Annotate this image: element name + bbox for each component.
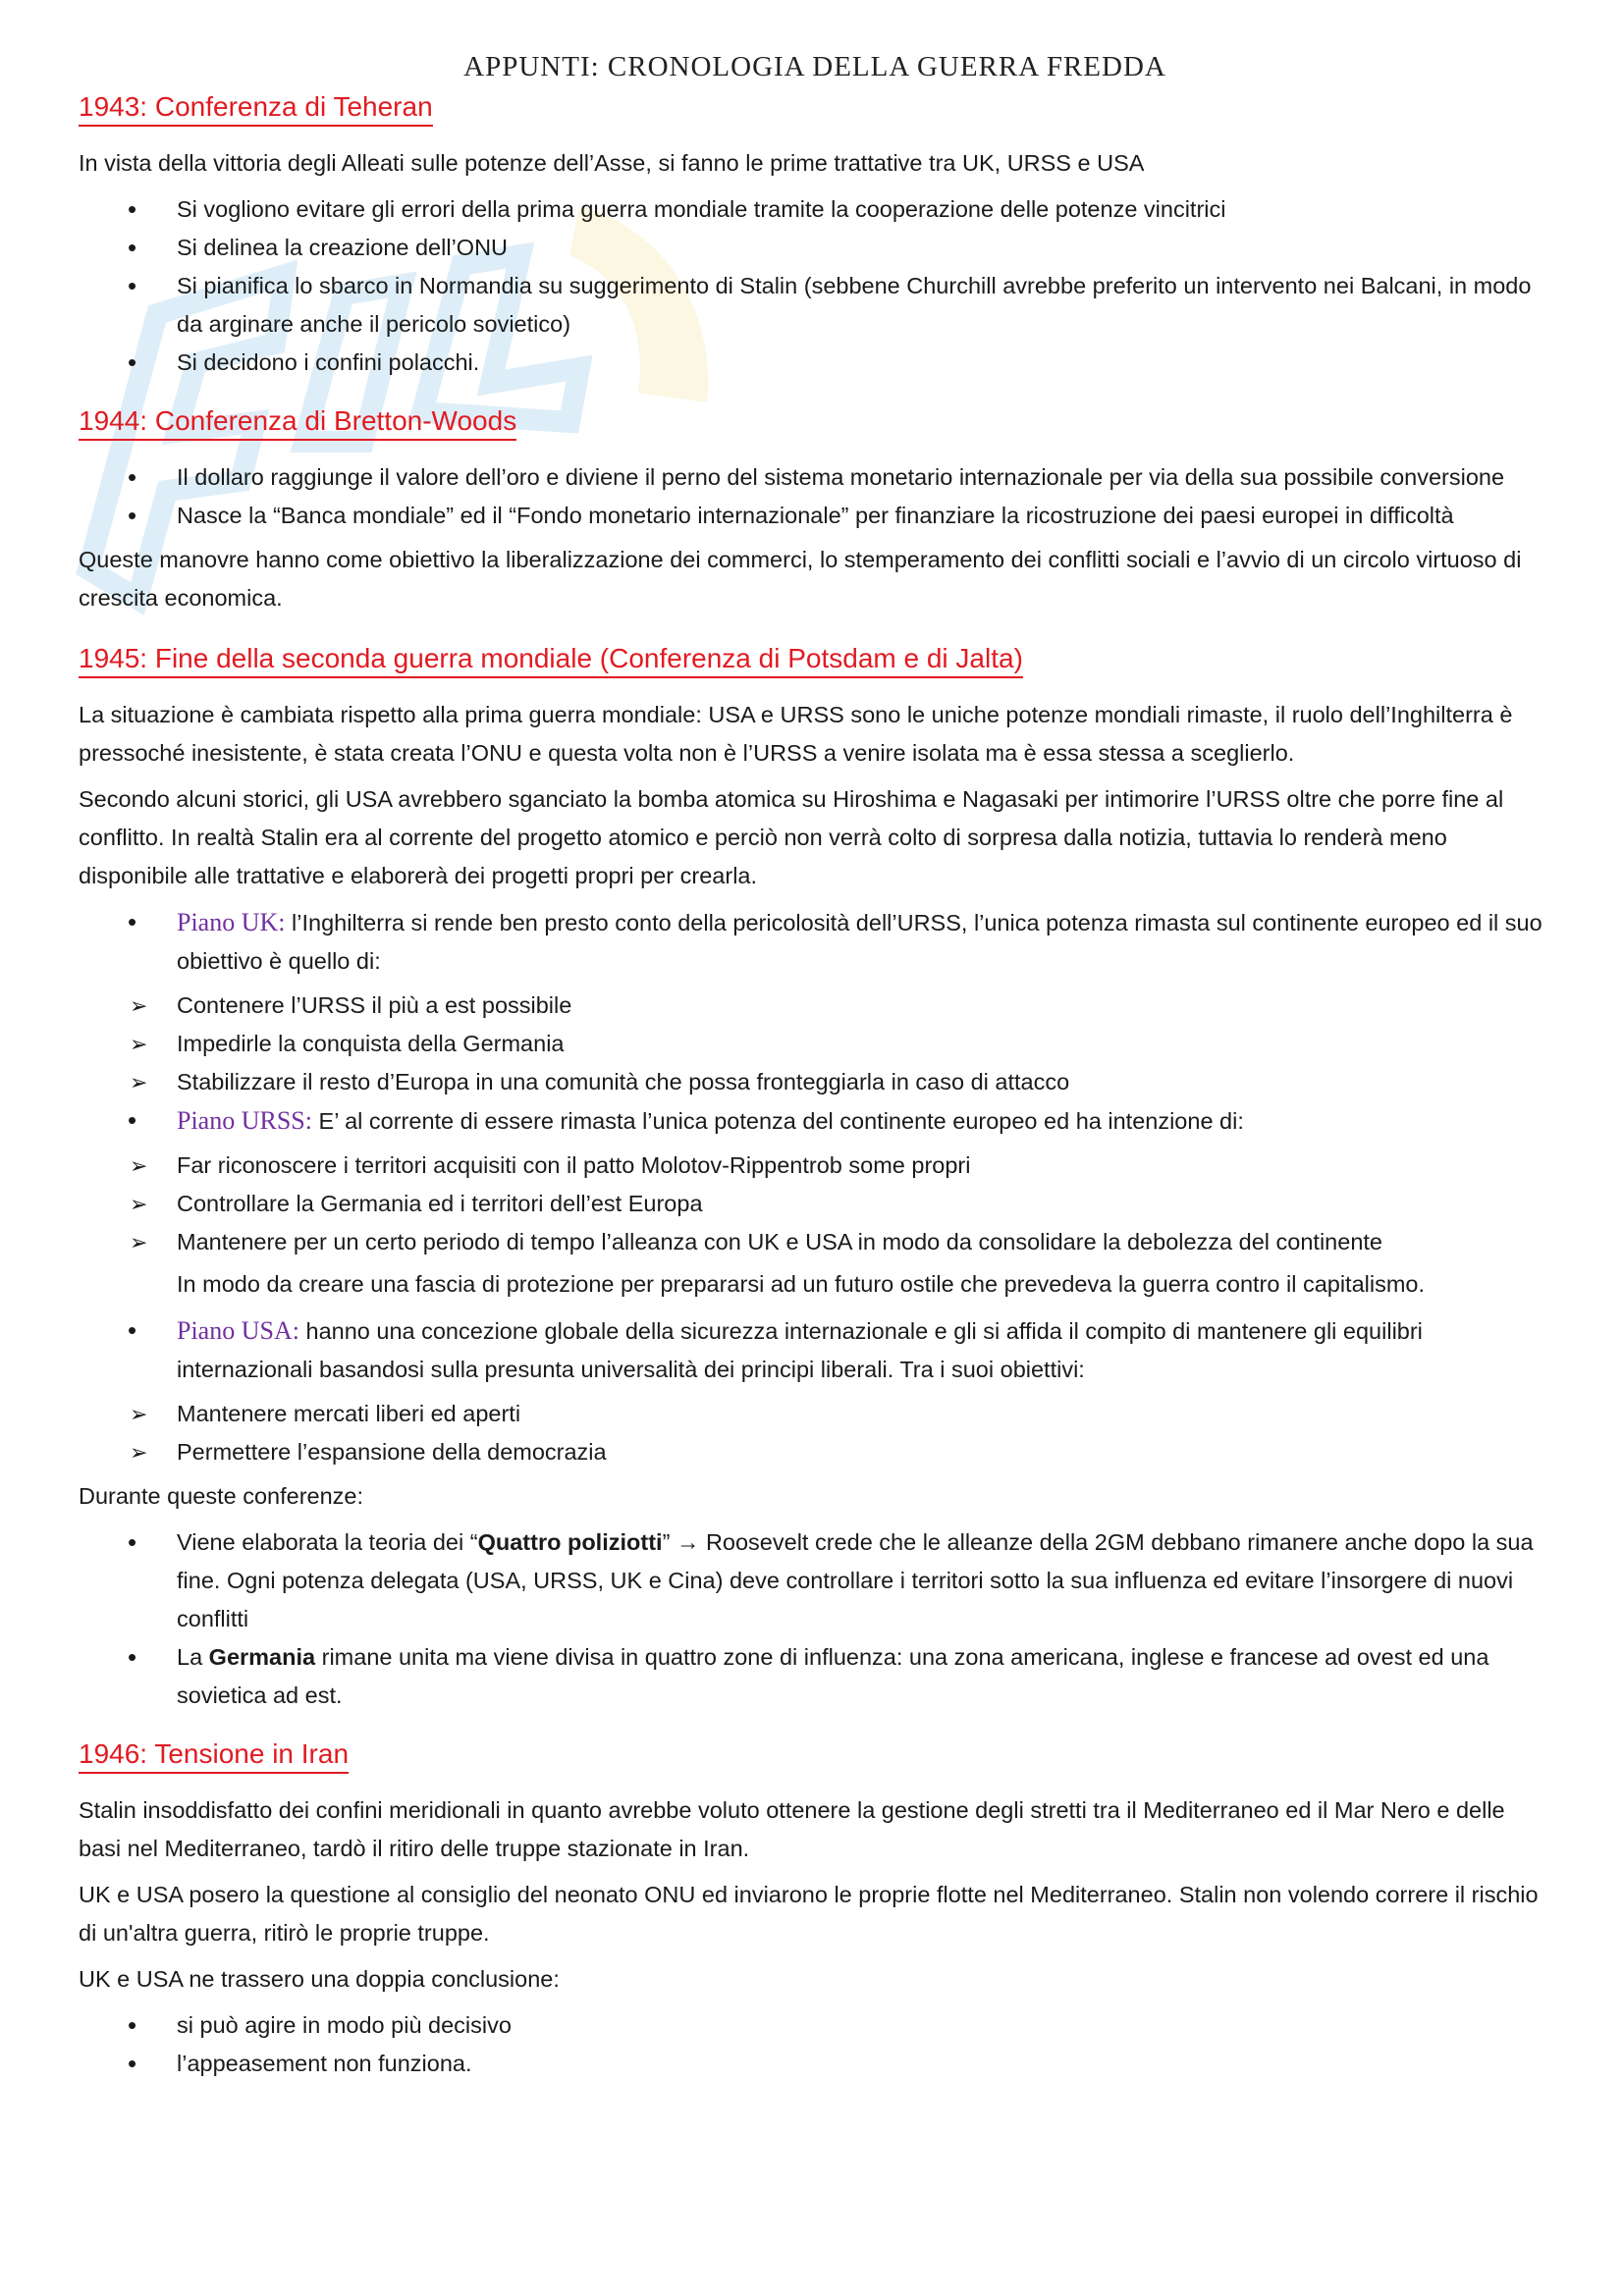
list-item: • Si delinea la creazione dell’ONU [79,229,1551,267]
plan-uk-label: Piano UK: [177,908,286,936]
section-1946-paragraph-2: UK e USA posero la questione al consiglio del neonato ONU ed inviarono le proprie flotte nel Mediterraneo. Stalin non volendo correre il rischio di un'altra guerra, ritirò le proprie truppe. [79,1882,1539,1946]
section-1946-paragraph-3: UK e USA ne trassero una doppia conclusione: [79,1966,560,1992]
during-item-post: ” → Roosevelt crede che le alleanze della 2GM debbano rimanere anche dopo la sua fine. Ogni potenza delegata (USA, URSS, UK e Cina) deve controllare i territori sotto la sua influenza ed evitare l’insorgere di nuovi conflitti [177,1529,1534,1631]
arrow-item: ➢ Impedirle la conquista della Germania [79,1025,1551,1063]
list-item [79,1523,1551,1638]
plans-list [79,1101,1551,1141]
section-1943-list [79,190,1551,382]
list-item: • Il dollaro raggiunge il valore dell’oro e diviene il perno del sistema monetario internazionale per via della sua possibile conversione [79,458,1551,497]
section-1944-closing: Queste manovre hanno come obiettivo la liberalizzazione dei commerci, lo stemperamento dei conflitti sociali e l’avvio di un circolo virtuoso di crescita economica. [79,547,1522,611]
during-intro: Durante queste conferenze: [79,1483,364,1509]
arrow-item: ➢ Mantenere mercati liberi ed aperti [79,1395,1551,1433]
list-item: • Si vogliono evitare gli errori della prima guerra mondiale tramite la cooperazione delle potenze vincitrici [79,190,1551,229]
plan-urss [79,1101,1551,1141]
section-1944 [79,388,1551,617]
section-1945-paragraph-1: La situazione è cambiata rispetto alla prima guerra mondiale: USA e URSS sono le uniche potenze mondiali rimaste, il ruolo dell’Inghilterra è pressoché inesistente, è stata creata l’ONU e questa volta non è l’URSS a venire isolata ma è essa stessa a sceglierlo. [79,702,1513,766]
plan-urss-text: E’ al corrente di essere rimasta l’unica potenza del continente europeo ed ha intenzione di: [312,1108,1244,1134]
list-item: • Si decidono i confini polacchi. [79,344,1551,382]
during-list [79,1523,1551,1715]
list-item: • l’appeasement non funziona. [79,2045,1551,2083]
section-1946 [79,1721,1551,2083]
section-1945-paragraph-2: Secondo alcuni storici, gli USA avrebbero sganciato la bomba atomica su Hiroshima e Nagasaki per intimorire l’URSS oltre che porre fine al conflitto. In realtà Stalin era al corrente del progetto atomico e perciò non verrà colto di sorpresa dalla notizia, tuttavia lo renderà meno disponibile alle trattative e elaborerà dei progetti propri per crearla. [79,786,1504,888]
plans-list [79,903,1551,981]
plan-urss-after: In modo da creare una fascia di protezione per prepararsi ad un futuro ostile che prevedeva la guerra contro il capitalismo. [177,1271,1426,1297]
list-item: • Si pianifica lo sbarco in Normandia su suggerimento di Stalin (sebbene Churchill avrebbe preferito un intervento nei Balcani, in modo da arginare anche il pericolo sovietico) [79,267,1551,344]
during-item-post: rimane unita ma viene divisa in quattro zone di influenza: una zona americana, inglese e francese ad ovest ed una sovietica ad est. [177,1644,1489,1708]
list-item: • Nasce la “Banca mondiale” ed il “Fondo monetario internazionale” per finanziare la ricostruzione dei paesi europei in difficoltà [79,497,1551,535]
during-item-bold: Quattro poliziotti [477,1529,663,1555]
arrow-item: ➢ Contenere l’URSS il più a est possibile [79,987,1551,1025]
plan-usa-label: Piano USA: [177,1316,299,1345]
plan-usa-items [79,1395,1551,1471]
section-heading-1946: 1946: Tensione in Iran [79,1738,349,1774]
arrow-item: ➢ Stabilizzare il resto d’Europa in una comunità che possa fronteggiarla in caso di attacco [79,1063,1551,1101]
plan-urss-items [79,1147,1551,1261]
plan-usa [79,1311,1551,1389]
arrow-item: ➢ Permettere l’espansione della democrazia [79,1433,1551,1471]
section-heading-1945: 1945: Fine della seconda guerra mondiale (Conferenza di Potsdam e di Jalta) [79,643,1023,678]
during-item-bold: Germania [208,1644,316,1670]
plan-urss-label: Piano URSS: [177,1106,312,1135]
section-1944-list [79,458,1551,535]
arrow-item: ➢ Controllare la Germania ed i territori dell’est Europa [79,1185,1551,1223]
section-1946-list [79,2006,1551,2083]
during-item-pre: Viene elaborata la teoria dei “ [177,1529,478,1555]
list-item: • si può agire in modo più decisivo [79,2006,1551,2045]
arrow-item: ➢ Far riconoscere i territori acquisiti con il patto Molotov-Rippentrob some propri [79,1147,1551,1185]
list-item [79,1638,1551,1715]
plans-list [79,1311,1551,1389]
section-1946-paragraph-1: Stalin insoddisfatto dei confini meridionali in quanto avrebbe voluto ottenere la gestione degli stretti tra il Mediterraneo ed il Mar Nero e delle basi nel Mediterraneo, tardò il ritiro delle truppe stazionate in Iran. [79,1797,1505,1861]
section-1945 [79,625,1551,1715]
plan-uk-text: l’Inghilterra si rende ben presto conto della pericolosità dell’URSS, l’unica potenza rimasta sul continente europeo ed il suo obiettivo è quello di: [177,910,1542,974]
plan-uk-items [79,987,1551,1101]
plan-usa-text: hanno una concezione globale della sicurezza internazionale e gli si affida il compito di mantenere gli equilibri internazionali basandosi sulla presunta universalità dei principi liberali. Tra i suoi obiettivi: [177,1318,1423,1382]
document-title: APPUNTI: CRONOLOGIA DELLA GUERRA FREDDA [463,51,1166,82]
arrow-item: ➢ Mantenere per un certo periodo di tempo l’alleanza con UK e USA in modo da consolidare la debolezza del continente [79,1223,1551,1261]
during-item-pre: La [177,1644,209,1670]
section-heading-1944: 1944: Conferenza di Bretton-Woods [79,405,516,441]
document-page [79,51,1551,2089]
section-heading-1943: 1943: Conferenza di Teheran [79,91,433,127]
section-1943-intro: In vista della vittoria degli Alleati sulle potenze dell’Asse, si fanno le prime trattative tra UK, URSS e USA [79,150,1145,176]
section-1943 [79,87,1551,382]
plan-uk [79,903,1551,981]
